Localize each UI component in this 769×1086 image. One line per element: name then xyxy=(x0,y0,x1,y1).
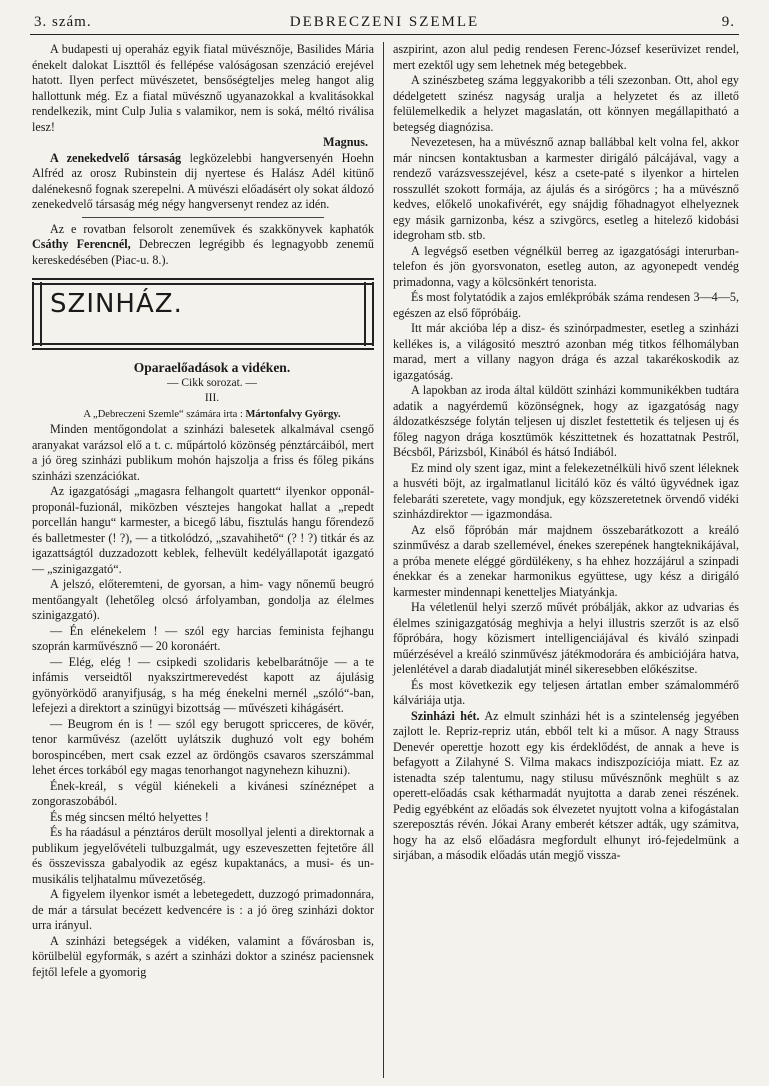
paragraph-szinhazi-het xyxy=(393,709,739,864)
paragraph: És most következik egy teljesen ártatlan ember számalommérő kálváriája utja. xyxy=(393,677,739,707)
paragraph-csathy xyxy=(32,222,374,269)
paragraph: — Én elénekelem ! — szól egy harcias feminista fejhangu szoprán karművésznő — 20 koronáért. xyxy=(32,623,374,653)
paragraph: A jelszó, előteremteni, de gyorsan, a him- vagy nőnemű beugró mentőangyalt (lehetőleg olcsó árfolyamban, gondolja az élelmes szinigazgató). xyxy=(32,577,374,622)
paragraph: Minden mentőgondolat a szinházi balesetek alkalmával csengő aranyakat varázsol elő a t. c. műpártoló közönség pénztárcáiból, mert a jó öreg szinházi publikum mohón hajszolja a friss és főleg pikáns szinházi szenzációkat. xyxy=(32,422,374,483)
paragraph: És ha ráadásul a pénztáros derült mosollyal jelenti a direktornak a publikum jegyelővételi tulbuzgalmát, ugy eszeveszetten fejtetőre áll és összevissza gabalyodik az egész kupaktanács, a musi- és un-musikális teljhatalmu művezetőség. xyxy=(32,825,374,886)
paragraph: A lapokban az iroda által küldött szinházi kommunikékben tudtára adatik a nagyérdemű közönségnek, hogy az igazgatóság nagy áldozatkészsége folytán teljesen uj diszlet festettetik és teljesen uj és főleg nagyon drága kosztümök készittetnek és hozattatnak Pestről, Bécsből, Párizsból, Kinából és hátsó Indiából. xyxy=(393,383,739,459)
bold-lead: Szinházi hét. xyxy=(411,708,480,723)
paragraph-text: Az e rovatban felsorolt zeneművek és szakkönyvek kaphatók xyxy=(50,221,374,236)
column-divider xyxy=(383,42,384,1078)
paragraph: Nevezetesen, ha a müvésznő aznap ballábbal kelt volna fel, akkor már nincsen kontaktusban a karmester dirigáló pálcájával, vagy a rendező varázsvesszejével, kész a csete-paté s ilyenkor a hirtelen rosszullét szokott formája, az ájulás és a sirógörcs ; ha a müvésznő kedves, előkelő unokafivérét, egy snájdig főhadnagyot elhelyeznek egy másik garnizonba, kész a szivgörcs, esetleg a hitelező kidobási idegroham stb. stb. xyxy=(393,135,739,242)
paragraph: Ha véletlenül helyi szerző művét próbálják, akkor az udvarias és élelmes szinigazgatóság meghivja a helyi illustris szerzőt is az első főpróbára, hogy közismert intelligenciájával és kiváló szinpadi műérzésével a kreáló szinművész játékmodorára és ambiciójára hatva, jelenlétével a darab diadalutját minél sikeresebben előkészitse. xyxy=(393,600,739,676)
paragraph: Ének-kreál, s végül kiénekeli a kivánesi színéznépet a zongoraszobából. xyxy=(32,778,374,808)
bold-lead: A zenekedvelő társaság xyxy=(50,150,182,165)
article-author xyxy=(32,407,374,423)
journal-title: DEBRECZENI SZEMLE xyxy=(289,14,480,30)
signature-magnus: Magnus. xyxy=(323,135,368,149)
author-prefix: A „Debreczeni Szemle“ számára irta : xyxy=(83,408,246,420)
section-title: SZINHÁZ. xyxy=(50,289,183,319)
paragraph: Az igazgatósági „magasra felhangolt quartett“ ilyenkor opponál-proponál-fuzionál, miközben vésztejes hangokat hallat a „repedt porcellán hangu“ karmester, a bicegő lábu, fisztulás hangu főrendező és balletmester (! ?), — a titkolódzó, „szavahihető“ (? ! ?) titkár és az igazattságtól duzzadozott keblek, felhevült kedélyállapotát igazgató — „szinigazgató“. xyxy=(32,484,374,576)
article-title: Oparaelőadások a vidéken. xyxy=(133,360,291,375)
paragraph-basilides: A budapesti uj operaház egyik fiatal müvésznője, Basilides Mária énekelt dalokat Liszttől és fellépése valóságosan szenzáció erejével hatott. Ilyen perfect müvészetet, bensőségteljes meleg hangot alig hallottunk még. Ez a fiatal müvésznő ugyanazokkal a kvalitásokkal rendelkezik, mint Culp Julia s valamikor, nem is soká, méltó riválisa lesz! xyxy=(32,42,374,134)
paragraph: — Elég, elég ! — csipkedi szolidaris kebelbarátnője — a te infámis verseidtől nyakszirtmerevedést kapott az ájulásig gyönyörködő aranyifjuság, s ha még énekelni mernél „szóló“-ban, lefejezi a direktort a szinügyi bizottság — művészeti kihágásért. xyxy=(32,654,374,715)
paragraph-text: legközelebbi hangversenyén Hoehn Alfréd az orosz Rubinstein dij nyertese és Halász Adél kitünő dalénekesnő fognak szerepelni. A müvészi előadásért oly sokat áldozó zenekedvelő társaság még négy hangversenyt rendez az idén. xyxy=(32,150,375,211)
author-name: Mártonfalvy György. xyxy=(245,408,341,420)
issue-number: 3. szám. xyxy=(34,14,92,30)
paragraph: A figyelem ilyenkor ismét a lebetegedett, duzzogó primadonnára, de már a társulat becézett kedvencére is : a jó öreg szinházi doktor urra irányul. xyxy=(32,887,374,932)
paragraph: A szinházi betegségek a vidéken, valamint a fővárosban is, körülbelül egyformák, s azért a szinházi doktor a szinész paciensnek fejtől lefele a gyomorig xyxy=(32,933,374,979)
paragraph: És most folytatódik a zajos emlékpróbák száma rendesen 3—4—5, egészen az első főpróbáig. xyxy=(393,290,739,320)
paragraph: Az első főpróbán már majdnem összebarátkozott a kreáló szinművész a darab szellemével, énekes szerepének hangteknikájával, a próba menete eléggé gördülékeny, s ha ehhez hozzájárul a szinpadi énekkar és a zenekar harmonikus együttese, ugy kész a dirigáló karmester mindennapi kenetteljes Miatyánkja. xyxy=(393,522,739,599)
paragraph-text: Az elmult szinházi hét is a szintelenség jegyében zajlott le. Repriz-repriz után, ebből telt ki a műsor. A nagy Strauss Denevér operettje hozott egy kis érdeklődést, de annak a heve is befagyott a Zilahyné S. Vilma makacs indiszpozíciója miatt. Ez az istenadta szép talentumu, nagy stilusu művésznőnk meghült s az operett-előadás csak kétharmadát nyujtotta a darab zenei részének. Pedig egyébként az előadás sok élvezetet nyujtott volna a kifogástalan szereposztás révén. Jókai Arany emberét kétszer adták, ugy számitva, hogy ha az első előadásra megfordult elhunyt iró-fejedelmünk a sirjában, a második előadás után megjő vissza- xyxy=(393,708,739,862)
separator-rule xyxy=(82,217,324,218)
paragraph: — Beugrom én is ! — szól egy berugott spricceres, de kövér, tenor karművész (azelőtt uylátszik dughuzó volt egy bohém borospincében, mert csak ezzel az ördöngös csavaros szerszámmal lehet érces torkából egy magas tenorhangot nagynehezn kihuzni). xyxy=(32,716,374,777)
right-column xyxy=(393,42,739,864)
paragraph: A szinészbeteg száma leggyakoribb a téli szezonban. Ott, ahol egy dédelgetett szinész nagyság uralja a helyzetet és az illető felülemelkedik a helyzet magaslatán, ott könnyen megállapitható a betegség diagnózisa. xyxy=(393,73,739,134)
page-number: 9. xyxy=(721,14,735,30)
paragraph: Ez mind oly szent igaz, mint a felekezetnélküli hivő szent léleknek a husvéti böjt, az irgalmatlanul licitáló köz és váltó ügyvédnek igaz felebaráti szeretete, vagy mondjuk, egy közszeretetnek örvendő vidéki szinházdirektor — igazmondása. xyxy=(393,460,739,521)
paragraph: aszpirint, azon alul pedig rendesen Ferenc-József keserüvizet rendel, mert ezektől ugy sem lehetnek még betegebbek. xyxy=(393,42,739,72)
paragraph: Itt már akcióba lép a disz- és szinórpadmester, esetleg a szinházi kellékes is, a világositó mesztró azonban még titkos félhomályban marad, mert a villany nagyon drága és azzal takarékoskodik az igazgatóság. xyxy=(393,321,739,382)
article-number: III. xyxy=(204,392,220,404)
paragraph: És még sincsen méltó helyettes ! xyxy=(50,809,209,824)
bold-name: Csáthy Ferencnél, xyxy=(32,237,131,251)
paragraph-zenekedvelo xyxy=(32,151,374,213)
paragraph-text: Debreczen legrégibb és legnagyobb zenemű kereskedésében (Piac-u. 8.). xyxy=(32,237,374,267)
paragraph: A legvégső esetben végnélkül berreg az igazgatósági interurban-telefon és jön gyorsvonaton, esetleg auton, az agyonepedt vendég primadonna, vagy a kölcsönkért tenorista. xyxy=(393,243,739,289)
article-subtitle: — Cikk sorozat. — xyxy=(166,376,258,389)
page-header xyxy=(30,6,739,35)
section-banner xyxy=(32,278,374,350)
left-column xyxy=(32,42,374,980)
